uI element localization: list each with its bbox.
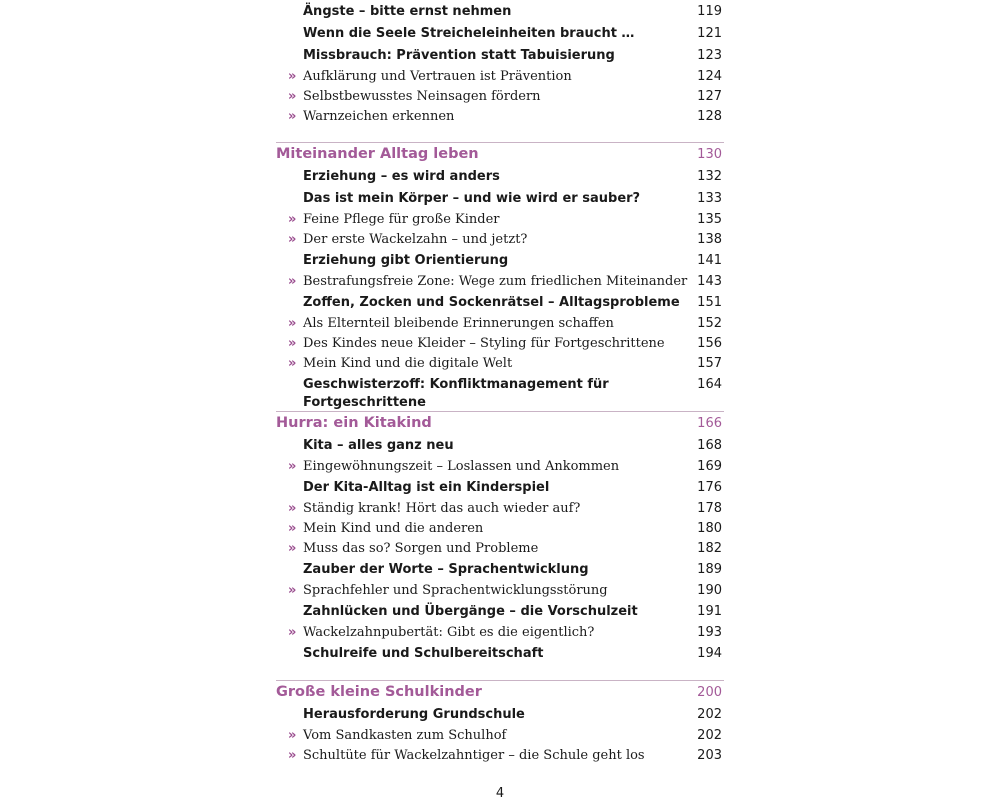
toc-title: Große kleine Schulkinder	[276, 684, 482, 700]
toc-title: Aufklärung und Vertrauen ist Prävention	[303, 69, 572, 84]
chevron-icon: »	[288, 212, 297, 227]
toc-page: 156	[697, 336, 722, 351]
chevron-icon: »	[288, 232, 297, 247]
toc-title: Herausforderung Grundschule	[303, 707, 525, 722]
toc-page: 193	[697, 625, 722, 640]
toc-page: 128	[697, 109, 722, 124]
chevron-icon: »	[288, 748, 297, 763]
chevron-icon: »	[288, 501, 297, 516]
toc-article-row[interactable]	[276, 230, 724, 250]
toc-page: 190	[697, 583, 722, 598]
toc-section-row[interactable]	[276, 601, 724, 623]
toc-article-row[interactable]	[276, 539, 724, 559]
toc-title: Der Kita-Alltag ist ein Kinderspiel	[303, 480, 550, 495]
toc-title: Schultüte für Wackelzahntiger – die Schule geht los	[303, 748, 645, 763]
chevron-icon: »	[288, 316, 297, 331]
toc-title: Zahnlücken und Übergänge – die Vorschulzeit	[303, 604, 638, 619]
toc-page: 189	[697, 562, 722, 577]
toc-title: Miteinander Alltag leben	[276, 146, 479, 162]
toc-page: 166	[697, 416, 722, 431]
toc-title: Das ist mein Körper – und wie wird er sauber?	[303, 191, 641, 206]
toc-page: 127	[697, 89, 722, 104]
toc-title: Hurra: ein Kitakind	[276, 415, 432, 431]
toc-title: Vom Sandkasten zum Schulhof	[303, 728, 507, 743]
chevron-icon: »	[288, 459, 297, 474]
toc-page: 138	[697, 232, 722, 247]
toc-section-row[interactable]	[276, 477, 724, 499]
toc-title: Muss das so? Sorgen und Probleme	[303, 541, 539, 556]
toc-chapter-row[interactable]	[276, 411, 724, 434]
toc-title: Zoffen, Zocken und Sockenrätsel – Alltagsprobleme	[303, 295, 680, 310]
toc-article-row[interactable]	[276, 746, 724, 766]
toc-title: Mein Kind und die digitale Welt	[303, 356, 513, 371]
toc-page: 130	[697, 147, 722, 162]
chevron-icon: »	[288, 109, 297, 124]
toc-section-row[interactable]	[276, 1, 724, 23]
toc-page: 157	[697, 356, 722, 371]
toc-article-row[interactable]	[276, 107, 724, 127]
toc-page: 182	[697, 541, 722, 556]
toc-page: 203	[697, 748, 722, 763]
toc-section-row[interactable]	[276, 559, 724, 581]
toc-title: Ständig krank! Hört das auch wieder auf?	[303, 501, 581, 516]
toc-section-row[interactable]	[276, 166, 724, 188]
toc-title: Der erste Wackelzahn – und jetzt?	[303, 232, 528, 247]
toc-chapter-row[interactable]	[276, 680, 724, 703]
chevron-icon: »	[288, 89, 297, 104]
toc-page: 194	[697, 646, 722, 661]
toc-title: Erziehung gibt Orientierung	[303, 253, 509, 268]
toc-page: 164	[697, 377, 722, 392]
toc-section-row[interactable]	[276, 250, 724, 272]
toc-title: Ängste – bitte ernst nehmen	[303, 4, 512, 19]
toc-section-row[interactable]	[276, 435, 724, 457]
chevron-icon: »	[288, 69, 297, 84]
toc-page: 124	[697, 69, 722, 84]
toc-page: 180	[697, 521, 722, 536]
toc-section-row[interactable]	[276, 23, 724, 45]
toc-title: Zauber der Worte – Sprachentwicklung	[303, 562, 589, 577]
toc-section-row[interactable]	[276, 643, 724, 665]
toc-title: Geschwisterzoff: Konfliktmanagement für Fortgeschrittene	[303, 377, 609, 410]
toc-title: Feine Pflege für große Kinder	[303, 212, 500, 227]
toc-article-row[interactable]	[276, 272, 724, 292]
toc-page: 133	[697, 191, 722, 206]
toc-title: Des Kindes neue Kleider – Styling für Fortgeschrittene	[303, 336, 665, 351]
chevron-icon: »	[288, 541, 297, 556]
toc-title: Mein Kind und die anderen	[303, 521, 484, 536]
toc-article-row[interactable]	[276, 457, 724, 477]
toc-title: Wenn die Seele Streicheleinheiten braucht …	[303, 26, 635, 41]
toc-title: Sprachfehler und Sprachentwicklungsstörung	[303, 583, 608, 598]
toc-page: 169	[697, 459, 722, 474]
toc-article-row[interactable]	[276, 354, 724, 374]
toc-article-row[interactable]	[276, 210, 724, 230]
toc-article-row[interactable]	[276, 314, 724, 334]
toc-page: 202	[697, 728, 722, 743]
toc-title: Erziehung – es wird anders	[303, 169, 500, 184]
toc-page: 191	[697, 604, 722, 619]
toc-article-row[interactable]	[276, 499, 724, 519]
toc-page: 151	[697, 295, 722, 310]
toc-title: Bestrafungsfreie Zone: Wege zum friedlichen Miteinander	[303, 274, 688, 289]
toc-title: Warnzeichen erkennen	[303, 109, 455, 124]
toc-page: 135	[697, 212, 722, 227]
toc-article-row[interactable]	[276, 726, 724, 746]
toc-article-row[interactable]	[276, 87, 724, 107]
toc-page: 141	[697, 253, 722, 268]
toc-page: 176	[697, 480, 722, 495]
page-number: 4	[495, 786, 505, 801]
chevron-icon: »	[288, 336, 297, 351]
toc-article-row[interactable]	[276, 519, 724, 539]
toc-page: 202	[697, 707, 722, 722]
toc-chapter-row[interactable]	[276, 142, 724, 165]
toc-page: 143	[697, 274, 722, 289]
toc-section-row[interactable]	[276, 374, 724, 410]
toc-title: Wackelzahnpubertät: Gibt es die eigentlich?	[303, 625, 595, 640]
toc-article-row[interactable]	[276, 334, 724, 354]
toc-page: 152	[697, 316, 722, 331]
chevron-icon: »	[288, 356, 297, 371]
chevron-icon: »	[288, 521, 297, 536]
toc-page: 132	[697, 169, 722, 184]
toc-title: Kita – alles ganz neu	[303, 438, 454, 453]
toc-article-row[interactable]	[276, 581, 724, 601]
toc-page: 121	[697, 26, 722, 41]
toc-title: Schulreife und Schulbereitschaft	[303, 646, 544, 661]
toc-page: 123	[697, 48, 722, 63]
toc-title: Missbrauch: Prävention statt Tabuisierung	[303, 48, 615, 63]
chevron-icon: »	[288, 625, 297, 640]
toc-section-row[interactable]	[276, 292, 724, 314]
toc-article-row[interactable]	[276, 623, 724, 643]
toc-section-row[interactable]	[276, 45, 724, 67]
toc-page: 119	[697, 4, 722, 19]
chevron-icon: »	[288, 274, 297, 289]
toc-article-row[interactable]	[276, 67, 724, 87]
toc-title: Als Elternteil bleibende Erinnerungen schaffen	[303, 316, 614, 331]
chevron-icon: »	[288, 583, 297, 598]
chevron-icon: »	[288, 728, 297, 743]
toc-title: Eingewöhnungszeit – Loslassen und Ankommen	[303, 459, 620, 474]
toc-section-row[interactable]	[276, 188, 724, 210]
toc-page: 200	[697, 685, 722, 700]
toc-title: Selbstbewusstes Neinsagen fördern	[303, 89, 541, 104]
toc-page: 178	[697, 501, 722, 516]
toc-section-row[interactable]	[276, 704, 724, 726]
toc-page: 168	[697, 438, 722, 453]
